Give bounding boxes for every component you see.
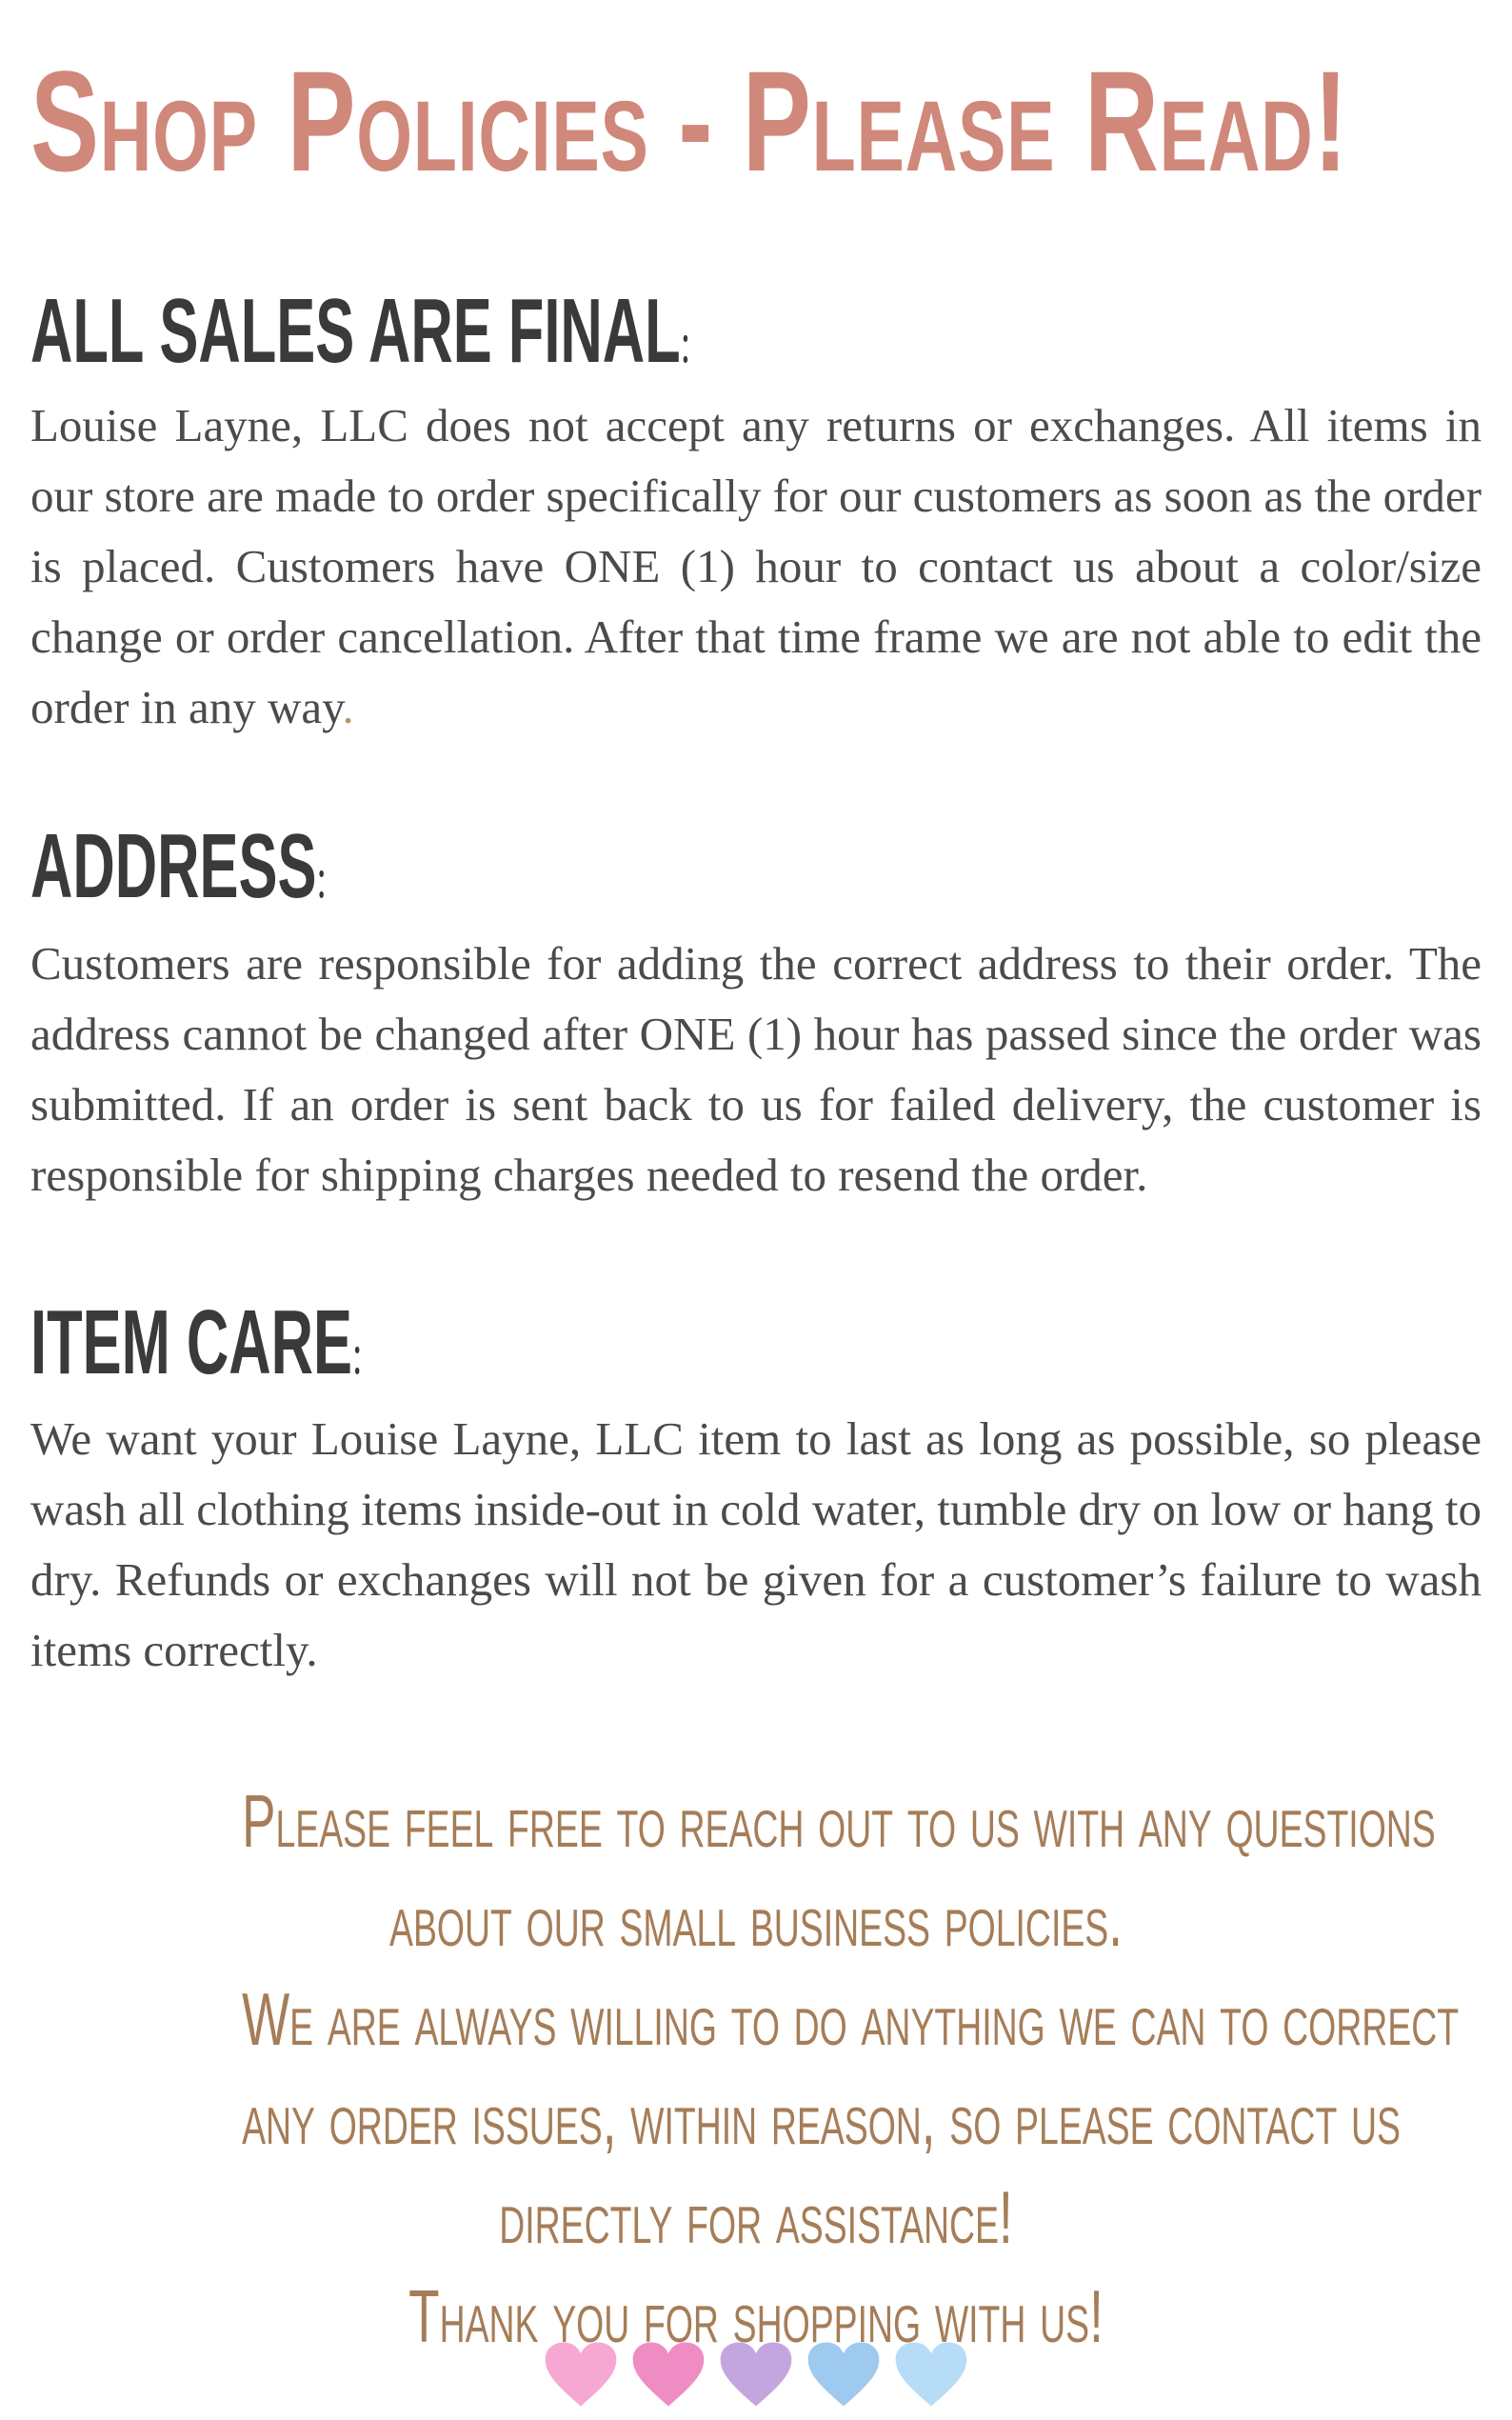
section-body-item-care: We want your Louise Layne, LLC item to last as long as possible, so please wash all clothing items inside-out in cold water, tumble dry on low or hang to dry. Refunds or exchanges will not be given for a customer’s failure to wash items correctly. [30, 1412, 1482, 1676]
page-title: Shop Policies - Please Read! [30, 41, 1349, 201]
section-heading-sales [30, 280, 691, 382]
section-heading-item-care [30, 1291, 363, 1393]
closing-line: Please feel free to reach out to us with any questions [242, 1779, 1436, 1863]
heart-icon [631, 2341, 706, 2408]
closing-message [0, 1771, 1512, 2366]
heading-colon: : [351, 1323, 363, 1386]
closing-line: about our small business policies. [389, 1878, 1123, 1962]
accent-period: . [342, 681, 354, 733]
closing-line: directly for assistance! [499, 2175, 1013, 2259]
heart-icon [894, 2341, 968, 2408]
section-heading-item-care-text: ITEM CARE [30, 1291, 352, 1393]
heart-icon [544, 2341, 618, 2408]
heart-icon [806, 2341, 881, 2408]
closing-line: any order issues, within reason, so please contact us [242, 2076, 1401, 2160]
heart-icon [719, 2341, 793, 2408]
section-body-address: Customers are responsible for adding the correct address to their order. The address cannot be changed after ONE (1) hour has passed since the order was submitted. If an order is sent back to us for failed delivery, the customer is responsible for shipping charges needed to resend the order. [30, 937, 1482, 1201]
section-body-sales [30, 390, 1482, 743]
section-heading-address-text: ADDRESS [30, 815, 317, 917]
closing-line: We are always willing to do anything we can to correct [242, 1977, 1460, 2061]
hearts-row [0, 2341, 1512, 2408]
heading-colon: : [680, 311, 691, 374]
section-heading-address [30, 815, 328, 917]
heading-colon: : [316, 847, 328, 910]
section-heading-sales-text: ALL SALES ARE FINAL [30, 280, 681, 382]
closing-thank-you: Thank you for shopping with us! [408, 2274, 1104, 2358]
section-body-sales-text: Louise Layne, LLC does not accept any returns or exchanges. All items in our store are made to order specifically for our customers as soon as the order is placed. Customers have ONE (1) hour to contact us about a color/size change or order cancellation. After that time frame we are not able to edit the order in any way [30, 399, 1482, 733]
